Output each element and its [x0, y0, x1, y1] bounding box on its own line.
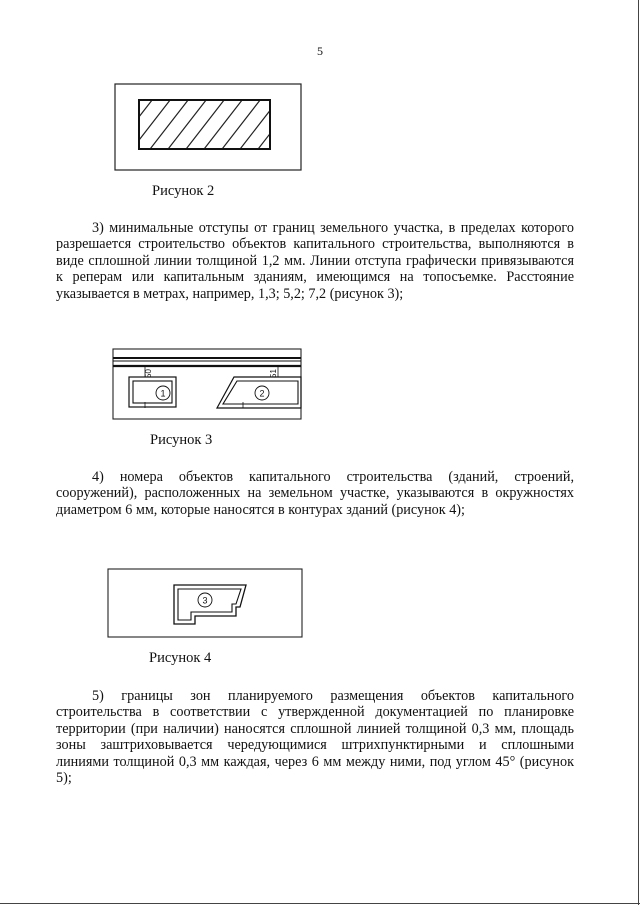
figure-3-caption: Рисунок 3: [150, 432, 213, 448]
building-1-number: 1: [160, 388, 166, 399]
page-number: 5: [317, 44, 323, 58]
paragraph-3-text: 3) минимальные отступы от границ земельного участка, в пределах которого разрешается строительство объектов капитального строительства, выполняются в виде сплошной линии толщиной 1,2 мм. Линии отступа графически привязываются к реперам или капитальным зданиям, имеющимся на топосъемке. Расстояние указывается в метрах, например, 1,3; 5,2; 7,2 (рисунок 3);: [56, 220, 574, 302]
figure-3-drawing: [112, 348, 302, 420]
figure-2-hatching: [114, 95, 300, 153]
figure-2-plot-outline: [115, 84, 301, 170]
paragraph-4-text: 4) номера объектов капитального строительства (зданий, строений, сооружений), расположенных на земельном участке, указываются в окружностях диаметром 6 мм, которые наносятся в контурах зданий (рисунок 4);: [56, 469, 574, 518]
scan-edge-bottom: [0, 903, 640, 904]
figure-2-caption: Рисунок 2: [152, 183, 215, 199]
building-3-number: 3: [202, 595, 208, 606]
paragraph-5: [56, 688, 574, 786]
figure-2-drawing: [114, 83, 302, 171]
figure-3-dimension-right: 51: [269, 369, 278, 378]
figure-4-caption: Рисунок 4: [149, 650, 212, 666]
paragraph-5-text: 5) границы зон планируемого размещения объектов капитального строительства в соответствии с утвержденной документацией по планировке территории (при наличии) наносятся сплошной линией толщиной 0,3 мм, площадь зоны заштриховывается чередующимися штрихпунктирными и сплошными линиями толщиной 0,3 мм каждая, через 6 мм между ними, под углом 45° (рисунок 5);: [56, 688, 574, 787]
scan-edge-right: [638, 0, 639, 905]
figure-4-drawing: [107, 568, 303, 638]
building-2-number: 2: [259, 388, 265, 399]
paragraph-3: [56, 220, 574, 302]
building-3-inner: [178, 589, 241, 620]
paragraph-4: [56, 469, 574, 518]
figure-3-dimension-left: 50: [144, 369, 153, 378]
